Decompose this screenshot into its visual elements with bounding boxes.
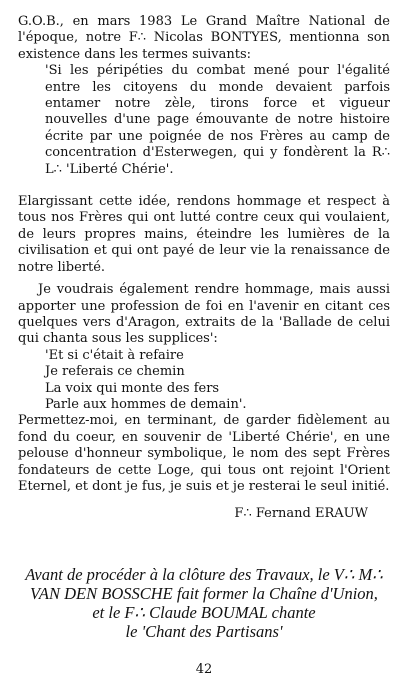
paragraph-aragon: Je voudrais également rendre hommage, mais aussi apporter une profession de foi en l'avenir en citant ces quelques vers d'Aragon, extraits de la 'Ballade de celui qui chanta sous les supplices': bbox=[18, 282, 390, 347]
poem-line: 'Et si c'était à refaire bbox=[45, 347, 184, 363]
caption-line: et le F∴ Claude BOUMAL chante bbox=[92, 603, 316, 622]
caption-line: Avant de procéder à la clôture des Travaux, le V∴ M∴ bbox=[25, 565, 383, 584]
poem-verses bbox=[45, 348, 390, 414]
quote-bontyes: 'Si les péripéties du combat mené pour l'égalité entre les citoyens du monde devaient parfois entamer notre zèle, tirons force et vigueur nouvelles d'une page émouvante de notre histoire écrite par une poignée de nos Frères au camp de concentration d'Esterwegen, qui y fondèrent la R∴ L∴ 'Liberté Chérie'. bbox=[45, 63, 390, 177]
poem-line: Parle aux hommes de demain'. bbox=[45, 396, 247, 412]
paragraph-closing: Permettez-moi, en terminant, de garder fidèlement au fond du coeur, en souvenir de 'Liberté Chérie', en une pelouse d'honneur symbolique, le nom des sept Frères fondateurs de cette Loge, qui tous ont rejoint l'Orient Eternel, et dont je fus, je suis et je resterai le seul initié. bbox=[18, 413, 390, 494]
body-text bbox=[18, 14, 390, 495]
italic-caption bbox=[10, 565, 398, 641]
caption-line: VAN DEN BOSSCHE fait former la Chaîne d'Union, bbox=[30, 584, 378, 603]
caption-line: le 'Chant des Partisans' bbox=[125, 622, 283, 641]
paragraph-intro: G.O.B., en mars 1983 Le Grand Maître National de l'époque, notre F∴ Nicolas BONTYES, mentionna son existence dans les termes suivants: bbox=[18, 14, 390, 62]
poem-line: La voix qui monte des fers bbox=[45, 380, 220, 396]
page-number: 42 bbox=[195, 662, 213, 677]
signature: F∴ Fernand ERAUW bbox=[234, 506, 368, 521]
paragraph-hommage: Elargissant cette idée, rendons hommage et respect à tous nos Frères qui ont lutté contre ceux qui voulaient, de leurs propres mains, éteindre les lumières de la civilisation et qui ont payé de leur vie la renaissance de notre liberté. bbox=[18, 194, 390, 275]
poem-line: Je referais ce chemin bbox=[45, 364, 185, 380]
